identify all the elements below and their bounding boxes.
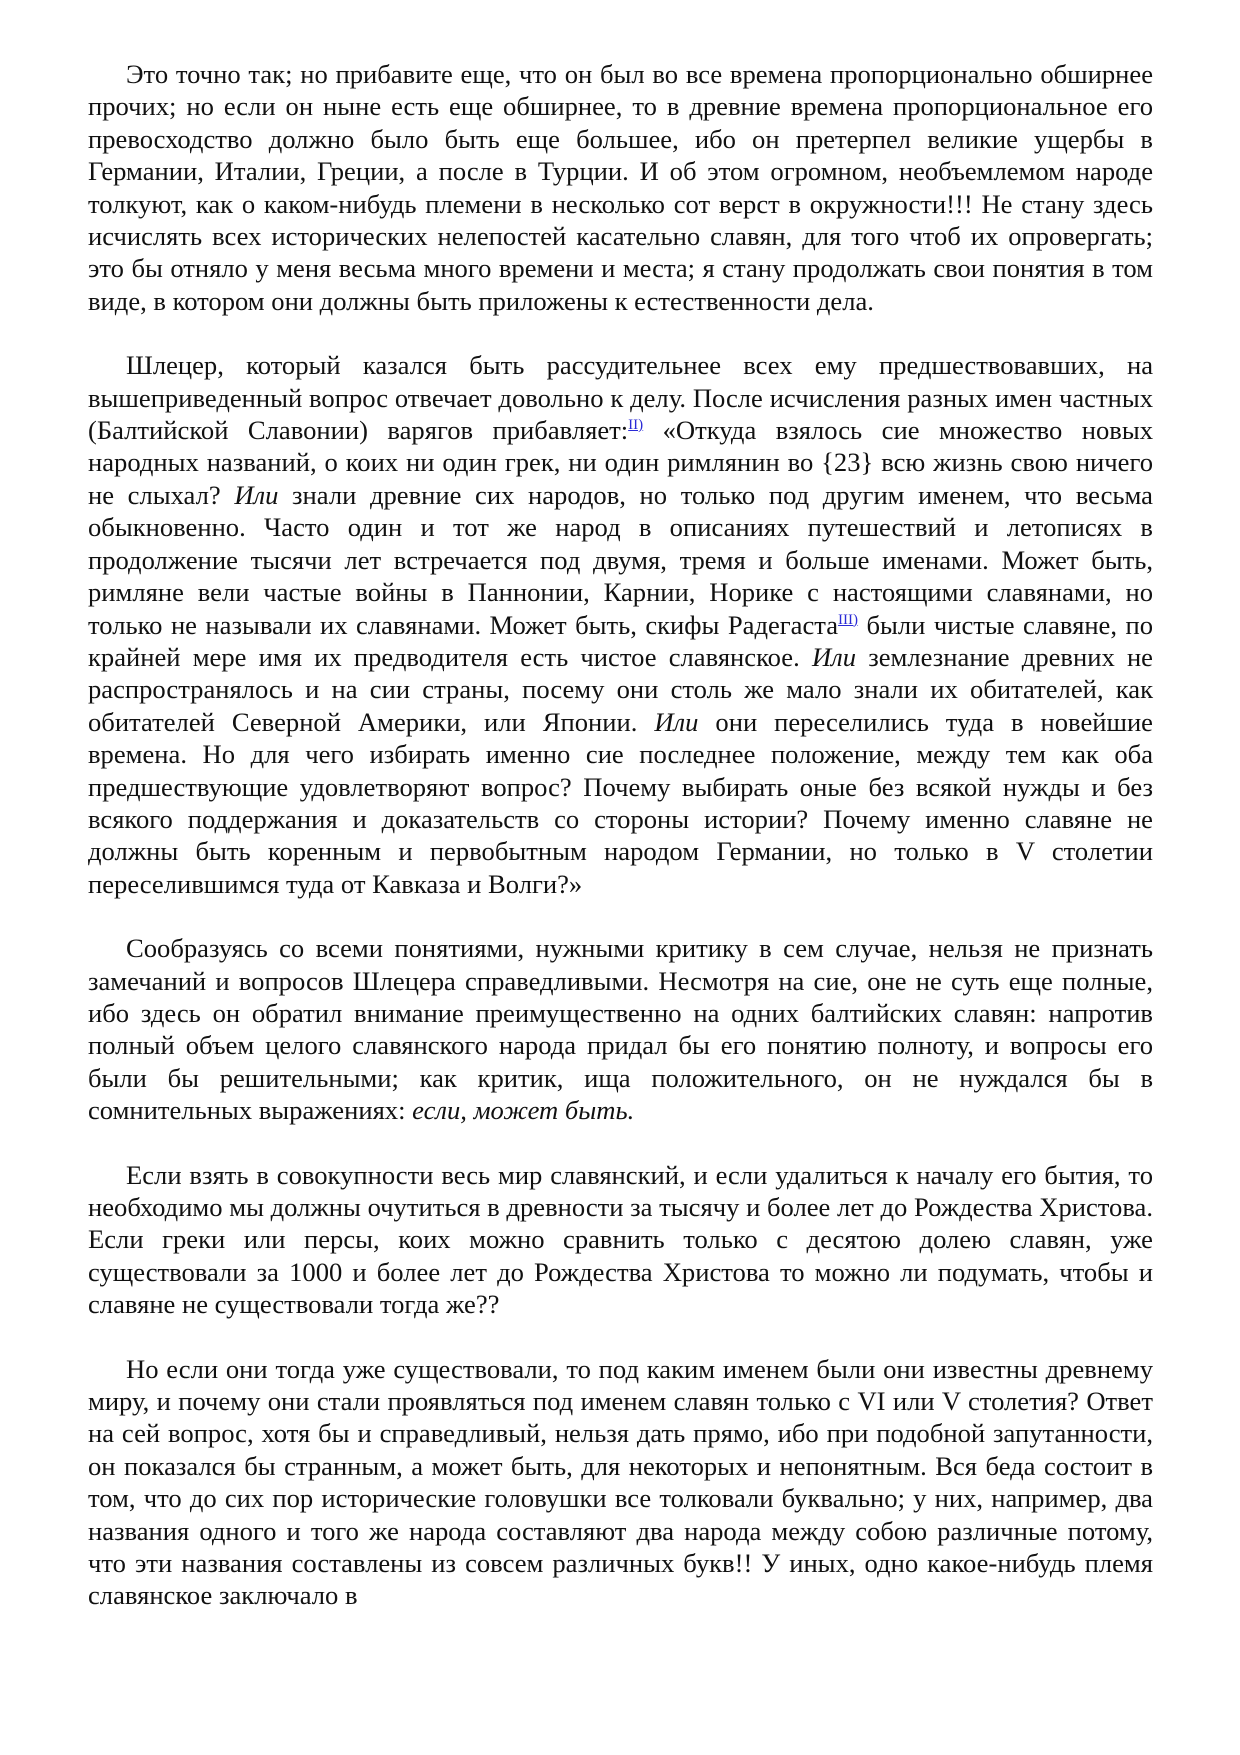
paragraph-5: Но если они тогда уже существовали, то под каким именем были они известны древнему миру, и почему они стали проявляться под именем славян только с VI или V столетия? Ответ на сей вопрос, хотя бы и справедливый, нельзя дать прямо, ибо при подобной запутанности, он показался бы странным, а может быть, для некоторых и непонятным. Вся беда состоит в том, что до сих пор исторические головушки все толковали буквально; у них, например, два названия одного и того же народа составляют два народа между собою различные потому, что эти названия составлены из совсем различных букв!! У иных, одно какое-нибудь племя славянское заключало в (88, 1353, 1153, 1611)
paragraph-4: Если взять в совокупности весь мир славянский, и если удалиться к началу его бытия, то необходимо мы должны очутиться в древности за тысячу и более лет до Рождества Христова. Если греки или персы, коих можно сравнить только с десятою долею славян, уже существовали за 1000 и более лет до Рождества Христова то можно ли подумать, чтобы и славяне не существовали тогда же?? (88, 1159, 1153, 1320)
paragraph-2 (88, 349, 1153, 900)
paragraph-2-text-part: «Откуда взялось сие множество новых народных названий, о коих ни один грек, ни один римлянин во {23} всю жизнь свою ничего не слыхал? (88, 415, 1153, 510)
paragraph-1: Это точно так; но прибавите еще, что он был во все времена пропорционально обширнее прочих; но если он ныне есть еще обширнее, то в древние времена пропорциональное его превосходство должно было быть еще большее, ибо он претерпел великие ущербы в Германии, Италии, Греции, а после в Турции. И об этом огромном, необъемлемом народе толкуют, как о каком-нибудь племени в несколько сот верст в окружности!!! Не стану здесь исчислять всех исторических нелепостей касательно славян, для того чтоб их опровергать; это бы отняло у меня весьма много времени и места; я стану продолжать свои понятия в том виде, в котором они должны быть приложены к естественности дела. (88, 59, 1153, 316)
paragraph-2-text-part: знали древние сих народов, но только под другим именем, что весьма обыкновенно. Часто один и тот же народ в описаниях путешествий и летописях в продолжение тысячи лет встречается под двумя, тремя и больше именами. Может быть, римляне вели частые войны в Паннонии, Карнии, Норике с настоящими славянами, но только не называли их славянами. Может быть, скифы Радегаста (88, 479, 1153, 640)
italic-phrase: если, может быть. (412, 1095, 635, 1126)
italic-word: Или (654, 706, 699, 737)
paragraph-3-text-part: Сообразуясь со всеми понятиями, нужными критику в сем случае, нельзя не признать замечаний и вопросов Шлецера справедливыми. Несмотря на сие, оне не суть еще полные, ибо здесь он обратил внимание преимущественно на одних балтийских славян: напротив полный объем целого славянского народа придал бы его понятию полноту, и вопросы его были бы решительными; как критик, ища положительного, он не нуждался бы в сомнительных выражениях: (88, 933, 1153, 1126)
italic-word: Или (234, 479, 279, 510)
footnote-link-II[interactable]: II) (628, 417, 644, 434)
paragraph-3 (88, 932, 1153, 1126)
paragraph-2-text-part: землезнание древних не распространялось и на сии страны, посему они столь же мало знали их обитателей, как обитателей Северной Америки, или Японии. (88, 641, 1153, 737)
italic-word: Или (811, 641, 857, 672)
paragraph-2-text-part: были чистые славяне, по крайней мере имя их предводителя есть чистое славянское. (88, 609, 1153, 672)
paragraph-2-text-part: Шлецер, который казался быть рассудительнее всех ему предшествовавших, на вышеприведенный вопрос отвечает довольно к делу. После исчисления разных имен частных (Балтийской Славонии) варягов прибавляет: (88, 350, 1153, 446)
paragraph-2-text-part: они переселились туда в новейшие времена. Но для чего избирать именно сие последнее положение, между тем как оба предшествующие удовлетворяют вопрос? Почему выбирать оные без всякой нужды и без всякого поддержания и доказательств со стороны истории? Почему именно славяне не должны быть коренным и первобытным народом Германии, но только в V столетии переселившимся туда от Кавказа и Волги?» (88, 706, 1153, 899)
footnote-link-III[interactable]: III) (838, 611, 859, 628)
